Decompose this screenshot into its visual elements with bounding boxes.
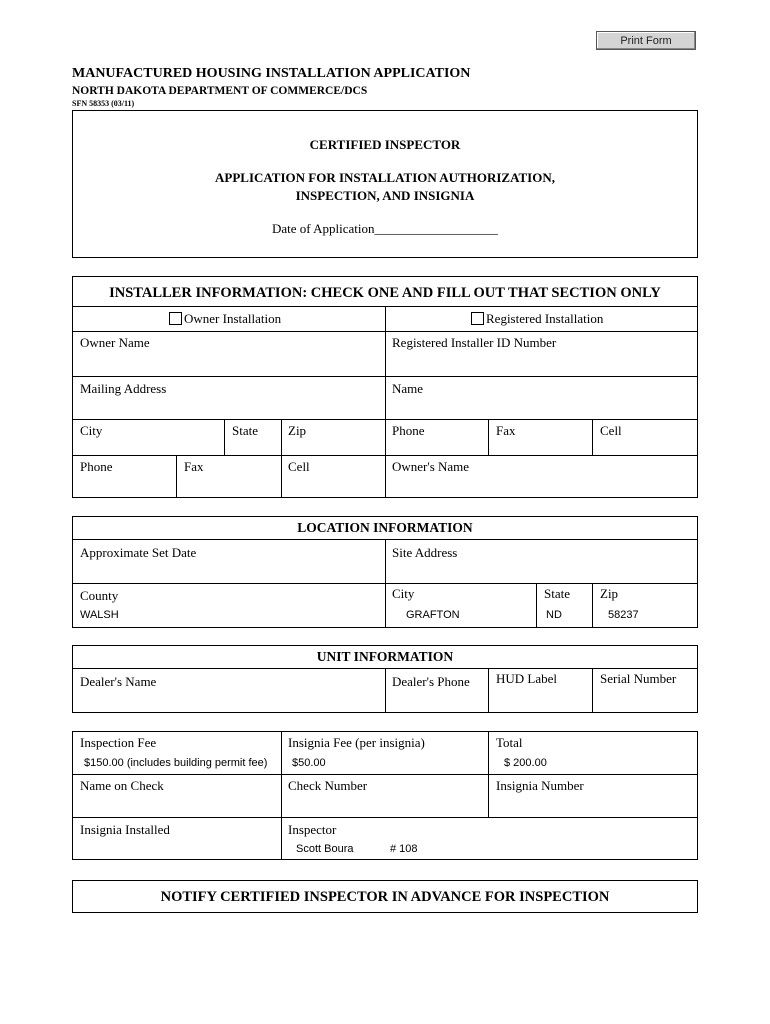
owner-city-field[interactable]: City — [80, 423, 103, 438]
cert-heading: CERTIFIED INSPECTOR — [309, 137, 461, 152]
insignia-fee-label: Insignia Fee (per insignia) — [288, 735, 425, 750]
dealers-phone-field[interactable]: Dealer's Phone — [392, 674, 470, 689]
inspector-name-value[interactable]: Scott Boura — [296, 843, 354, 855]
approximate-set-date-field[interactable]: Approximate Set Date — [80, 545, 197, 560]
owner-state-field[interactable]: State — [232, 423, 258, 438]
owners-name-field[interactable]: Owner's Name — [392, 459, 470, 474]
check-number-field[interactable]: Check Number — [288, 778, 368, 793]
county-label: County — [80, 588, 119, 603]
mailing-address-field[interactable]: Mailing Address — [80, 381, 167, 396]
department-name: NORTH DAKOTA DEPARTMENT OF COMMERCE/DCS — [72, 85, 368, 97]
form-title: MANUFACTURED HOUSING INSTALLATION APPLICATION — [72, 66, 471, 81]
total-value[interactable]: $ 200.00 — [504, 757, 547, 769]
insignia-installed-field[interactable]: Insignia Installed — [80, 822, 170, 837]
cert-line-2: INSPECTION, AND INSIGNIA — [295, 188, 475, 203]
owner-phone-field[interactable]: Phone — [80, 459, 113, 474]
site-city-label: City — [392, 586, 415, 601]
print-form-button[interactable]: Print Form — [596, 31, 696, 50]
hud-label-field[interactable]: HUD Label — [496, 671, 558, 686]
installer-section-title: INSTALLER INFORMATION: CHECK ONE AND FILL OUT THAT SECTION ONLY — [109, 285, 661, 301]
site-state-value[interactable]: ND — [546, 609, 562, 621]
site-state-label: State — [544, 586, 570, 601]
owner-zip-field[interactable]: Zip — [288, 423, 307, 438]
owner-name-field[interactable]: Owner Name — [80, 335, 150, 350]
site-address-field[interactable]: Site Address — [392, 545, 458, 560]
insignia-number-field[interactable]: Insignia Number — [496, 778, 584, 793]
installer-cell-field[interactable]: Cell — [600, 423, 622, 438]
dealers-name-field[interactable]: Dealer's Name — [80, 674, 157, 689]
inspection-fee-value[interactable]: $150.00 (includes building permit fee) — [84, 757, 268, 769]
insignia-fee-value[interactable]: $50.00 — [292, 757, 326, 769]
total-label: Total — [496, 735, 523, 750]
owner-fax-field[interactable]: Fax — [184, 459, 204, 474]
owner-cell-field[interactable]: Cell — [288, 459, 310, 474]
registered-installation-checkbox[interactable] — [471, 312, 484, 325]
location-section-title: LOCATION INFORMATION — [297, 520, 473, 535]
date-of-application-field[interactable]: Date of Application___________________ — [271, 221, 499, 236]
name-on-check-field[interactable]: Name on Check — [80, 778, 164, 793]
notice-text: NOTIFY CERTIFIED INSPECTOR IN ADVANCE FOR INSPECTION — [160, 889, 610, 905]
form-number: SFN 58353 (03/11) — [72, 99, 135, 108]
unit-section-title: UNIT INFORMATION — [316, 649, 454, 664]
installer-fax-field[interactable]: Fax — [496, 423, 516, 438]
site-zip-label: Zip — [600, 586, 619, 601]
county-value[interactable]: WALSH — [80, 609, 119, 621]
inspector-label: Inspector — [288, 822, 337, 837]
installer-name-field[interactable]: Name — [392, 381, 424, 396]
installer-phone-field[interactable]: Phone — [392, 423, 425, 438]
inspection-fee-label: Inspection Fee — [80, 735, 157, 750]
site-zip-value[interactable]: 58237 — [608, 609, 639, 621]
serial-number-field[interactable]: Serial Number — [600, 671, 677, 686]
registered-installation-label: Registered Installation — [486, 311, 604, 326]
registered-installer-id-field[interactable]: Registered Installer ID Number — [392, 335, 557, 350]
site-city-value[interactable]: GRAFTON — [406, 609, 460, 621]
inspector-number-value[interactable]: # 108 — [390, 843, 418, 855]
cert-line-1: APPLICATION FOR INSTALLATION AUTHORIZATION, — [215, 170, 555, 185]
owner-installation-checkbox[interactable] — [169, 312, 182, 325]
owner-installation-label: Owner Installation — [184, 311, 282, 326]
